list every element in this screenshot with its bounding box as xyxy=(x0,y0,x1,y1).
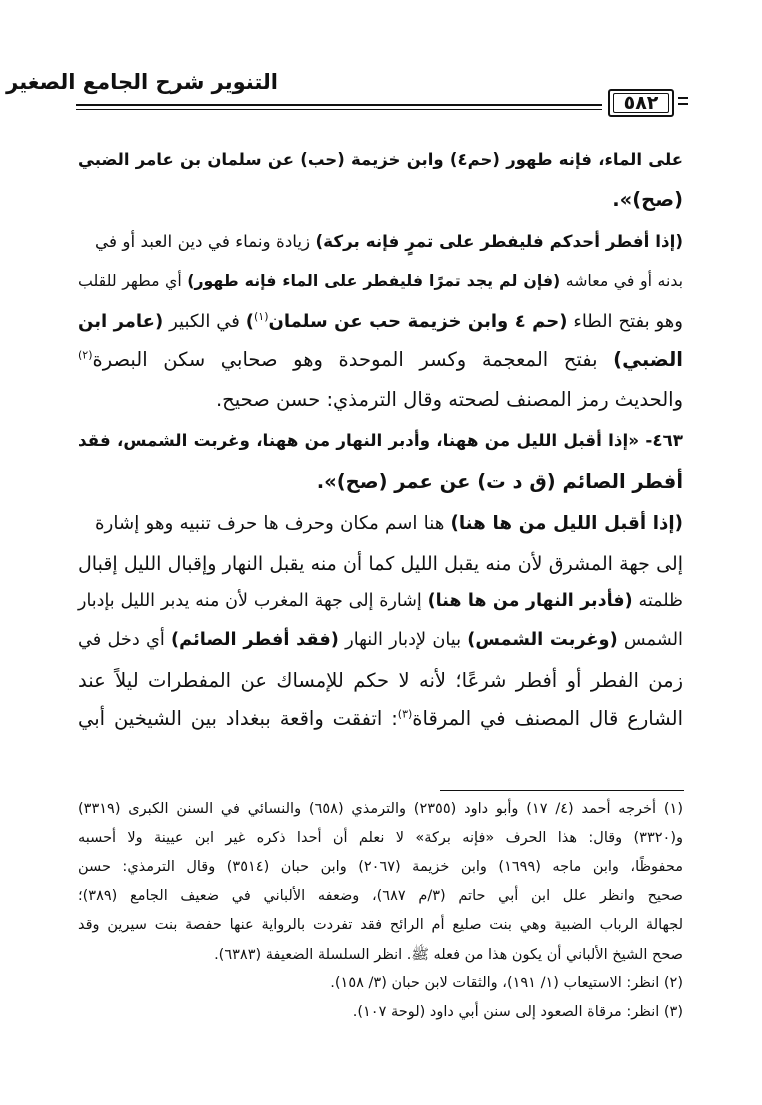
body-line-12: ظلمته (فأدبر النهار من ها هنا) إشارة إلى جهة المغرب لأن منه يدبر الليل بإدبار xyxy=(78,591,683,611)
body-line-1: على الماء، فإنه طهور (حم٤) وابن خزيمة (حب) عن سلمان بن عامر الضبي xyxy=(78,150,684,169)
body-line-7: والحديث رمز المصنف لصحته وقال الترمذي: حسن صحيح. xyxy=(215,388,683,411)
body-line-15: الشارع قال المصنف في المرقاة$^{(٣)}$: اتفقت واقعة ببغداد بين الشيخين أبي xyxy=(78,707,683,730)
body-line-6: الضبي) بفتح المعجمة وكسر الموحدة وهو صحابي سكن البصرة$^{(٢)}$ xyxy=(78,348,683,371)
page-number: ٥٨٢ xyxy=(623,92,659,114)
footnote-1-line-1: (١) أخرجه أحمد (٤/ ١٧) وأبو داود (٢٣٥٥) والترمذي (٦٥٨) والنسائي في السنن الكبرى (٣٣١٩) xyxy=(78,801,683,817)
body-line-4: بدنه أو في معاشه (فإن لم يجد تمرًا فليفطر على الماء فإنه طهور) أي مطهر للقلب xyxy=(78,271,683,290)
header-rule xyxy=(76,104,602,106)
body-line-3: (إذا أفطر أحدكم فليفطر على تمرٍ فإنه بركة) زيادة ونماء في دين العبد أو في xyxy=(95,231,683,251)
hadith-463-line-1: ٤٦٣- «إذا أقبل الليل من ههنا، وأدبر النهار من ههنا، وغربت الشمس، فقد xyxy=(78,430,683,450)
footnote-3: (٣) انظر: مرقاة الصعود إلى سنن أبي داود (لوحة ١٠٧). xyxy=(352,1004,683,1020)
body-line-2: (صح)». xyxy=(612,188,683,211)
footnote-2: (٢) انظر: الاستيعاب (١/ ١٩١)، والثقات لابن حبان (٣/ ١٥٨). xyxy=(330,975,683,991)
header-ornament xyxy=(678,97,688,111)
footnote-separator xyxy=(440,790,684,791)
body-line-10: (إذا أقبل الليل من ها هنا) هنا اسم مكان وحرف ها حرف تنبيه وهو إشارة xyxy=(95,513,683,534)
footnote-1-line-2: و(٣٣٢٠) وقال: هذا الحرف «فإنه بركة» لا نعلم أن أحدا ذكره غير ابن عيينة ولا أحسبه xyxy=(78,830,683,846)
header-rule-thin xyxy=(76,109,602,110)
body-line-11: إلى جهة المشرق لأن منه يقبل الليل كما أن منه يقبل النهار وإقبال الليل إقبال xyxy=(78,553,683,575)
footnote-1-line-3: محفوظًا، وابن ماجه (١٦٩٩) وابن خزيمة (٢٠٦٧) وابن حبان (٣٥١٤) وقال الترمذي: حسن xyxy=(78,859,684,875)
body-line-13: الشمس (وغربت الشمس) بيان لإدبار النهار (فقد أفطر الصائم) أي دخل في xyxy=(78,630,683,650)
footnote-ref-3[interactable]: (٣) xyxy=(397,707,413,721)
footnote-1-line-5: لجهالة الرباب الضبية وهي بنت صليع أم الرائح فقد تفردت بالرواية عنها حفصة بنت سيرين وقد xyxy=(78,917,683,933)
footnote-1-line-6: صحح الشيخ الألباني أن يكون هذا من فعله ﷺ. انظر السلسلة الضعيفة (٦٣٨٣). xyxy=(214,947,683,963)
body-line-14: زمن الفطر أو أفطر شرعًا؛ لأنه لا حكم للإمساك عن المفطرات ليلاً عند xyxy=(78,669,683,692)
running-book-title: التنوير شرح الجامع الصغير xyxy=(6,70,278,94)
hadith-463-line-2: أفطر الصائم (ق د ت) عن عمر (صح)». xyxy=(316,470,683,493)
footnote-ref-1[interactable]: (١) xyxy=(253,310,269,323)
footnote-1-line-4: صحيح وانظر علل ابن أبي حاتم (٣/م ٦٨٧)، وضعفه الألباني في ضعيف الجامع (٣٨٩)؛ xyxy=(78,888,683,904)
body-line-5: وهو بفتح الطاء (حم ٤ وابن خزيمة حب عن سلمان$^{(١)}$) في الكبير (عامر ابن xyxy=(78,310,683,332)
page-number-box xyxy=(608,89,674,117)
footnote-ref-2[interactable]: (٢) xyxy=(78,348,93,362)
